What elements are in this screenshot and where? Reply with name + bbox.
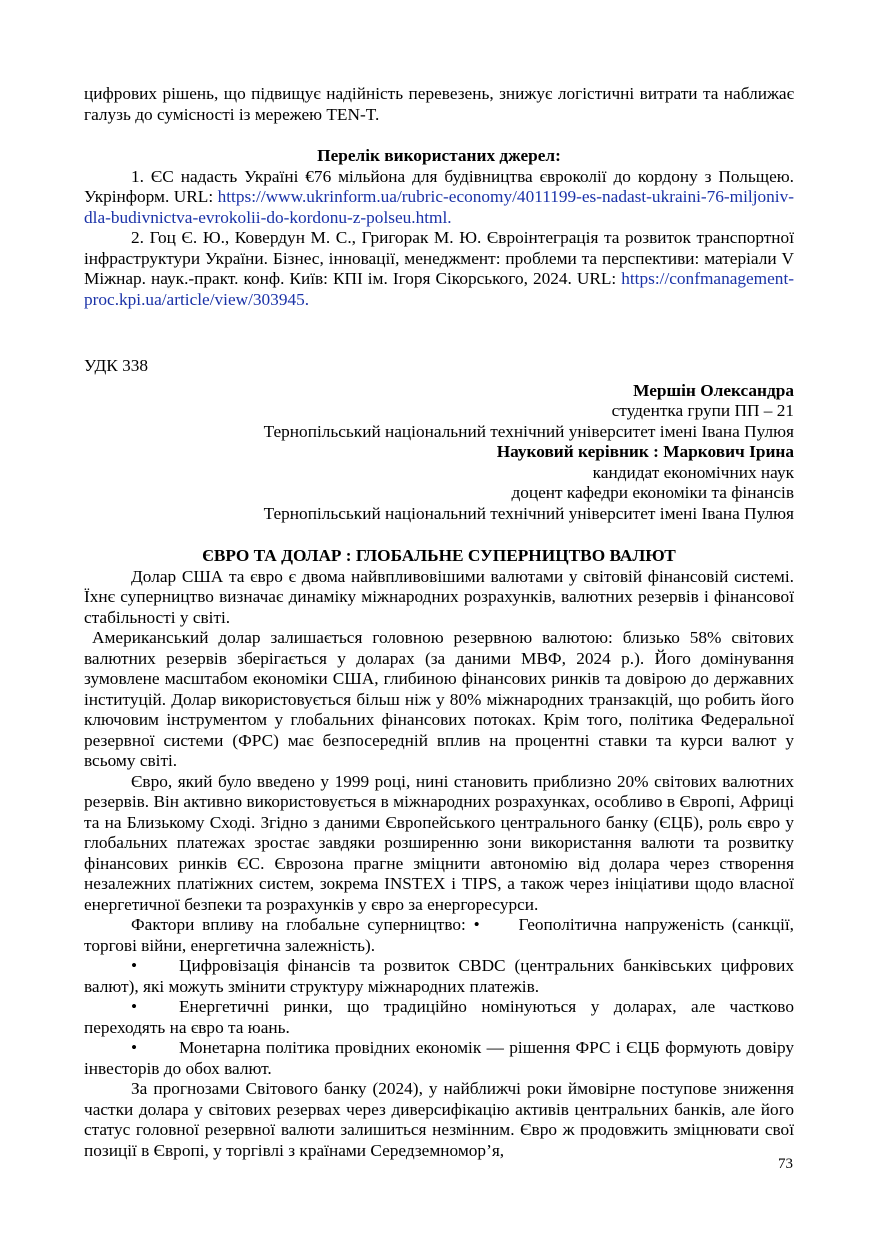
reference-number: 2. xyxy=(131,228,144,247)
author-affiliation: Тернопільський національний технічний університет імені Івана Пулюя xyxy=(263,421,794,441)
body-paragraph-1: Долар США та євро є двома найвпливовішими валютами у світовій фінансовій системі. Їхнє суперництво визначає динаміку міжнародних розрахунків, валютних резервів і фінансової стабільності у світі. xyxy=(84,566,794,627)
article-title: ЄВРО ТА ДОЛАР : ГЛОБАЛЬНЕ СУПЕРНИЦТВО ВАЛЮТ xyxy=(202,546,676,565)
factors-first-item: Геополітична напруженість (санкції, торгові війни, енергетична залежність). xyxy=(84,915,795,955)
author-name: Мершін Олександра xyxy=(633,380,794,400)
factor-item-1 xyxy=(84,956,794,997)
reference-link[interactable]: https://confmanagement-proc.kpi.ua/article/view/303945. xyxy=(84,269,794,309)
reference-item-1 xyxy=(84,167,794,229)
factors-intro-text: Фактори впливу на глобальне суперництво: • xyxy=(131,915,480,934)
supervisor-degree: кандидат економічних наук xyxy=(592,462,794,482)
reference-text: Гоц Є. Ю., Ковердун М. С., Григорак М. Ю. Євроінтеграція та розвиток транспортної інфраструктури України. Бізнес, інновації, менеджмент: проблеми та перспективи: матеріали V Міжнар. наук.-практ. конф. Київ: КПІ ім. Ігоря Сікорського, 2024. URL: xyxy=(84,228,794,288)
reference-text: ЄС надасть Україні €76 мільйона для будівництва євроколії до кордону з Польщею. Укрінформ. URL: xyxy=(84,166,794,206)
reference-link[interactable]: https://www.ukrinform.ua/rubric-economy/4011199-es-nadast-ukraini-76-miljoniv-dla-budivnictva-evrokolii-do-kordonu-z-polseu.html. xyxy=(84,187,794,227)
page-number: 73 xyxy=(778,1156,793,1172)
supervisor-position: доцент кафедри економіки та фінансів xyxy=(511,483,794,502)
section-spacer xyxy=(84,310,794,356)
reference-item-2 xyxy=(84,228,794,310)
body-paragraph-2: Американський долар залишається головною резервною валютою: близько 58% світових валютних резервів зберігається у доларах (за даними МВФ, 2024 р.). Його домінування зумовлене масштабом економіки США, глибиною фінансових ринків та довірою до державних інституцій. Долар використовується більш ніж у 80% міжнародних транзакцій, що робить його ключовим інструментом у глобальних фінансових потоках. Крім того, політика Федеральної резервної системи (ФРС) має безпосередній вплив на процентні ставки та курси валют у всьому світі. xyxy=(84,628,794,770)
reference-number: 1. xyxy=(131,166,144,186)
bullet-icon: • xyxy=(131,1038,138,1057)
author-position: студентка групи ПП – 21 xyxy=(611,401,794,420)
factors-intro xyxy=(84,915,794,956)
factor-text: Цифровізація фінансів та розвиток CBDC (центральних банківських цифрових валют), які можуть змінити структуру міжнародних платежів. xyxy=(84,956,794,996)
factor-item-2 xyxy=(84,997,794,1038)
supervisor-name: Науковий керівник : Маркович Ірина xyxy=(496,442,794,461)
body-paragraph-3: Євро, який було введено у 1999 році, нині становить приблизно 20% світових валютних резервів. Він активно використовується в міжнародних розрахунках, особливо в Європі, Африці та на Близькому Сході. Згідно з даними Європейського центрального банку (ЄЦБ), роль євро у глобальних платежах зростає завдяки розширенню зони використання валюти та розвитку фінансових ринків ЄС. Єврозона прагне зміцнити автономію від долара через створення незалежних платіжних систем, зокрема INSTEX і TIPS, а також через ініціативи щодо власної енергетичної безпеки та розрахунків у євро за енергоресурси. xyxy=(84,771,794,914)
conclusion-paragraph: За прогнозами Світового банку (2024), у найближчі роки ймовірне поступове зниження частки долара у світових резервах через диверсифікацію активів центральних банків, але його статус головної резервної валюти залишиться незмінним. Євро ж продовжить зміцнювати свої позиції в Європі, у торгівлі з країнами Середземномор’я, xyxy=(84,1079,794,1160)
author-block xyxy=(84,381,794,525)
factor-item-3 xyxy=(84,1038,794,1079)
factor-text: Монетарна політика провідних економік — рішення ФРС і ЄЦБ формують довіру інвесторів до обох валют. xyxy=(84,1038,794,1078)
bullet-icon: • xyxy=(131,956,138,975)
document-page xyxy=(84,84,794,1161)
references-title: Перелік використаних джерел: xyxy=(317,146,561,165)
udk-code: УДК 338 xyxy=(84,356,149,375)
factor-text: Енергетичні ринки, що традиційно номінуються у доларах, але частково переходять на євро та юань. xyxy=(84,997,794,1037)
supervisor-affiliation: Тернопільський національний технічний університет імені Івана Пулюя xyxy=(263,503,794,523)
continuation-paragraph: цифрових рішень, що підвищує надійність перевезень, знижує логістичні витрати та наближає галузь до сумісності із мережею TEN-T. xyxy=(84,84,794,124)
bullet-icon: • xyxy=(131,997,138,1016)
